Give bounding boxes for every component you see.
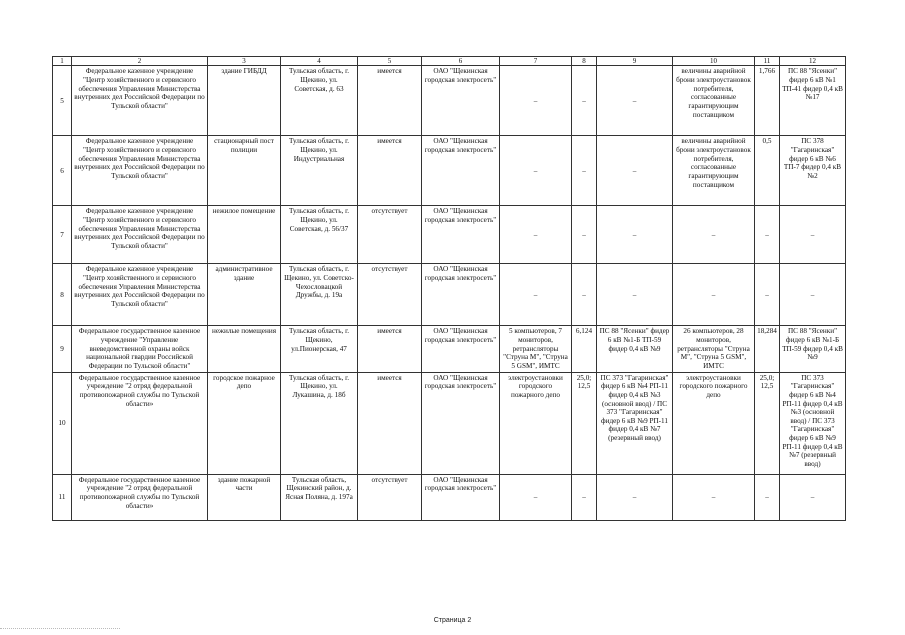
emergency-power-cell: – <box>755 206 780 264</box>
equipment-cell: – <box>500 66 572 136</box>
column-header: 2 <box>72 57 208 66</box>
row-number: 6 <box>53 136 72 206</box>
emergency-feeder-cell: ПС 88 "Ясенки" фидер 6 кВ №1 ТП-41 фидер 0,4 кВ №17 <box>780 66 846 136</box>
feeder-cell: ПС 88 "Ясенки" фидер 6 кВ №1-Б ТП-59 фидер 0,4 кВ №9 <box>597 326 673 372</box>
table-row <box>53 264 846 326</box>
equipment-cell: – <box>500 264 572 326</box>
address-cell: Тульская область, Щекинский район, д. Ясная Поляна, д. 197а <box>281 474 358 520</box>
power-cell: 6,124 <box>572 326 597 372</box>
availability-cell: имеется <box>358 136 422 206</box>
power-cell: 25,0; 12,5 <box>572 372 597 474</box>
address-cell: Тульская область, г. Щекино, ул. Советско-Чехословацкой Дружбы, д. 19а <box>281 264 358 326</box>
organization-cell: Федеральное казенное учреждение "Центр хозяйственного и сервисного обеспечения Управления Министерства внутренних дел Российской Федерации по Тульской области" <box>72 66 208 136</box>
column-header: 7 <box>500 57 572 66</box>
organization-cell: Федеральное казенное учреждение "Центр хозяйственного и сервисного обеспечения Управления Министерства внутренних дел Российской Федерации по Тульской области" <box>72 264 208 326</box>
column-header: 3 <box>208 57 281 66</box>
table-row <box>53 474 846 520</box>
supplier-cell: ОАО "Щекинская городская электросеть" <box>422 264 500 326</box>
organization-cell: Федеральное казенное учреждение "Центр хозяйственного и сервисного обеспечения Управления Министерства внутренних дел Российской Федерации по Тульской области" <box>72 206 208 264</box>
emergency-power-cell: – <box>755 474 780 520</box>
row-number: 7 <box>53 206 72 264</box>
availability-cell: отсутствует <box>358 264 422 326</box>
object-cell: городское пожарное депо <box>208 372 281 474</box>
address-cell: Тульская область, г. Щекино, ул. Советская, д. 56/37 <box>281 206 358 264</box>
organization-cell: Федеральное государственное казенное учреждение "Управление вневедомственной охраны войск национальной гвардии Российской Федерации по Тульской области" <box>72 326 208 372</box>
supplier-cell: ОАО "Щекинская городская электросеть" <box>422 326 500 372</box>
object-cell: стационарный пост полиции <box>208 136 281 206</box>
organization-cell: Федеральное государственное казенное учреждение "2 отряд федеральной противопожарной службы по Тульской области» <box>72 372 208 474</box>
power-cell: – <box>572 136 597 206</box>
object-cell: административное здание <box>208 264 281 326</box>
address-cell: Тульская область, г. Щекино, ул. Лукашина, д. 18б <box>281 372 358 474</box>
supplier-cell: ОАО "Щекинская городская электросеть" <box>422 136 500 206</box>
column-header: 11 <box>755 57 780 66</box>
power-cell: – <box>572 474 597 520</box>
organization-cell: Федеральное государственное казенное учреждение "2 отряд федеральной противопожарной службы по Тульской области» <box>72 474 208 520</box>
row-number: 10 <box>53 372 72 474</box>
column-header: 5 <box>358 57 422 66</box>
supplier-cell: ОАО "Щекинская городская электросеть" <box>422 372 500 474</box>
object-cell: нежилое помещение <box>208 206 281 264</box>
emergency-feeder-cell: ПС 378 "Гагаринская" фидер 6 кВ №6 ТП-7 фидер 0,4 кВ №2 <box>780 136 846 206</box>
feeder-cell: – <box>597 66 673 136</box>
emergency-cell: – <box>673 474 755 520</box>
feeder-cell: ПС 373 "Гагаринская" фидер 6 кВ №4 РП-11 фидер 0,4 кВ №3 (основной ввод) / ПС 373 "Гагаринская" фидер 6 кВ №9 РП-11 фидер 0,4 кВ №7 (резервный ввод) <box>597 372 673 474</box>
column-header: 1 <box>53 57 72 66</box>
availability-cell: имеется <box>358 66 422 136</box>
row-number: 8 <box>53 264 72 326</box>
supplier-cell: ОАО "Щекинская городская электросеть" <box>422 474 500 520</box>
emergency-feeder-cell: – <box>780 264 846 326</box>
address-cell: Тульская область, г. Щекино, ул.Пионерская, 47 <box>281 326 358 372</box>
address-cell: Тульская область, г. Щекино, ул. Советская, д. 63 <box>281 66 358 136</box>
power-cell: – <box>572 264 597 326</box>
feeder-cell: – <box>597 136 673 206</box>
object-cell: нежилые помещения <box>208 326 281 372</box>
data-table <box>52 56 846 521</box>
emergency-feeder-cell: ПС 373 "Гагаринская" фидер 6 кВ №4 РП-11 фидер 0,4 кВ №3 (основной ввод) / ПС 373 "Гагаринская" фидер 6 кВ №9 РП-11 фидер 0,4 кВ №7 (резервный ввод) <box>780 372 846 474</box>
row-number: 5 <box>53 66 72 136</box>
table-row <box>53 372 846 474</box>
feeder-cell: – <box>597 206 673 264</box>
emergency-cell: величины аварийной брони электроустановок потребителя, согласованные гарантирующим поставщиком <box>673 66 755 136</box>
availability-cell: отсутствует <box>358 206 422 264</box>
table-row <box>53 326 846 372</box>
object-cell: здание ГИБДД <box>208 66 281 136</box>
emergency-power-cell: 25,0; 12,5 <box>755 372 780 474</box>
column-header: 8 <box>572 57 597 66</box>
emergency-feeder-cell: – <box>780 474 846 520</box>
header-row <box>53 57 846 66</box>
column-header: 10 <box>673 57 755 66</box>
emergency-feeder-cell: ПС 88 "Ясенки" фидер 6 кВ №1-Б ТП-59 фидер 0,4 кВ №9 <box>780 326 846 372</box>
object-cell: здание пожарной части <box>208 474 281 520</box>
availability-cell: отсутствует <box>358 474 422 520</box>
organization-cell: Федеральное казенное учреждение "Центр хозяйственного и сервисного обеспечения Управления Министерства внутренних дел Российской Федерации по Тульской области" <box>72 136 208 206</box>
column-header: 4 <box>281 57 358 66</box>
feeder-cell: – <box>597 264 673 326</box>
table-row <box>53 66 846 136</box>
equipment-cell: электроустановки городского пожарного депо <box>500 372 572 474</box>
equipment-cell: – <box>500 206 572 264</box>
page-footer: Страница 2 <box>433 617 472 624</box>
emergency-cell: – <box>673 206 755 264</box>
availability-cell: имеется <box>358 326 422 372</box>
supplier-cell: ОАО "Щекинская городская электросеть" <box>422 66 500 136</box>
emergency-cell: 26 компьютеров, 28 мониторов, ретрансляторы "Струна М", "Струна 5 GSM", ИМТС <box>673 326 755 372</box>
equipment-cell: 5 компьютеров, 7 мониторов, ретрансляторы "Струна М", "Струна 5 GSM", ИМТС <box>500 326 572 372</box>
emergency-power-cell: 1,766 <box>755 66 780 136</box>
power-cell: – <box>572 206 597 264</box>
column-header: 9 <box>597 57 673 66</box>
equipment-cell: – <box>500 474 572 520</box>
scan-artifact <box>0 628 120 630</box>
emergency-cell: электроустановки городского пожарного депо <box>673 372 755 474</box>
column-header: 12 <box>780 57 846 66</box>
emergency-power-cell: – <box>755 264 780 326</box>
availability-cell: имеется <box>358 372 422 474</box>
table-row <box>53 136 846 206</box>
emergency-cell: – <box>673 264 755 326</box>
address-cell: Тульская область, г. Щекино, ул. Индустриальная <box>281 136 358 206</box>
row-number: 9 <box>53 326 72 372</box>
column-header: 6 <box>422 57 500 66</box>
supplier-cell: ОАО "Щекинская городская электросеть" <box>422 206 500 264</box>
equipment-cell: – <box>500 136 572 206</box>
feeder-cell: – <box>597 474 673 520</box>
emergency-cell: величины аварийной брони электроустановок потребителя, согласованные гарантирующим поставщиком <box>673 136 755 206</box>
row-number: 11 <box>53 474 72 520</box>
emergency-power-cell: 18,284 <box>755 326 780 372</box>
table-row <box>53 206 846 264</box>
power-cell: – <box>572 66 597 136</box>
emergency-feeder-cell: – <box>780 206 846 264</box>
emergency-power-cell: 0,5 <box>755 136 780 206</box>
